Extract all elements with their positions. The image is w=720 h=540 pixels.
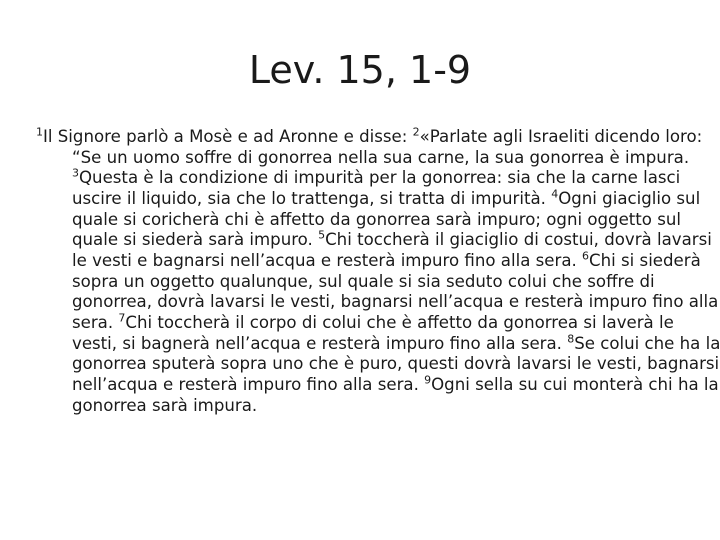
verse-number: 4: [551, 187, 559, 201]
verse-text: «Parlate agli Israeliti dicendo loro: “Se un uomo soffre di gonorrea nella sua carne, la sua gonorrea è impura.: [72, 127, 703, 167]
verse-text: Chi si siederà sopra un oggetto qualunque, sul quale si sia seduto colui che soffre di gonorrea, dovrà lavarsi le vesti, bagnarsi nell’acqua e resterà impuro fino alla sera.: [72, 250, 719, 332]
verse-number: 6: [582, 249, 590, 263]
slide-title: Lev. 15, 1-9: [248, 48, 472, 92]
verse-text: Ogni sella su cui monterà chi ha la gonorrea sarà impura.: [72, 374, 719, 415]
verse-number: 2: [412, 125, 420, 139]
verse-number: 9: [424, 373, 432, 387]
verse-text: Questa è la condizione di impurità per la gonorrea: sia che la carne lasci uscire il liquido, sia che lo trattenga, si tratta di impurità.: [72, 168, 681, 208]
scripture-passage: [36, 127, 720, 416]
verse-text: Il Signore parlò a Mosè e ad Aronne e disse:: [43, 127, 413, 146]
verse-number: 5: [318, 228, 326, 242]
verse-text: Ogni giaciglio sul quale si coricherà chi è affetto da gonorrea sarà impuro; ogni oggetto sul quale si siederà sarà impuro.: [72, 188, 701, 250]
verse-number: 1: [36, 125, 43, 139]
verse-text: Se colui che ha la gonorrea sputerà sopra uno che è puro, questi dovrà lavarsi le vesti, bagnarsi nell’acqua e resterà impuro fino alla sera.: [72, 333, 720, 394]
verse-text: Chi toccherà il corpo di colui che è affetto da gonorrea si laverà le vesti, si bagnerà nell’acqua e resterà impuro fino alla sera.: [72, 312, 674, 353]
verse-number: 7: [118, 311, 126, 325]
verse-text: Chi toccherà il giaciglio di costui, dovrà lavarsi le vesti e bagnarsi nell’acqua e resterà impuro fino alla sera.: [72, 230, 712, 270]
verse-number: 3: [72, 166, 79, 180]
verse-number: 8: [567, 332, 575, 346]
